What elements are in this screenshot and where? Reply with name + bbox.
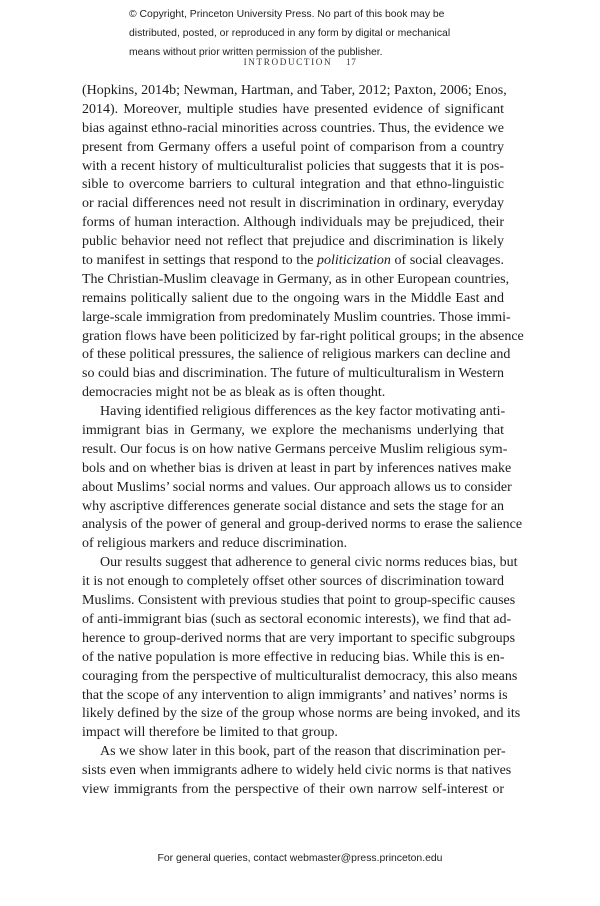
body-line: of anti-immigrant bias (such as sectoral economic interests), we find that ad- (82, 611, 512, 627)
body-line: herence to group-derived norms that are very important to specific subgroups (82, 630, 516, 646)
body-line: bias against ethno-racial minorities across countries. Thus, the evidence we (82, 120, 504, 136)
body-line: of the native population is more effective in reducing bias. While this is en- (82, 649, 505, 665)
italic-term: politicization (317, 253, 391, 269)
body-line: sible to overcome barriers to cultural integration and that ethno-linguistic (82, 177, 504, 193)
body-line: that the scope of any intervention to align immigrants’ and natives’ norms is (82, 687, 508, 703)
running-head-title: INTRODUCTION (243, 57, 333, 67)
body-line: remains politically salient due to the ongoing wars in the Middle East and (82, 290, 504, 306)
page-number: 17 (346, 57, 357, 67)
body-line: The Christian-Muslim cleavage in Germany, as in other European countries, (82, 271, 510, 287)
body-line: with a recent history of multiculturalist policies that suggests that it is pos- (82, 158, 504, 174)
body-line: likely defined by the size of the group whose norms are being invoked, and its (82, 706, 521, 722)
paragraph-first-line: Our results suggest that adherence to general civic norms reduces bias, but (100, 555, 518, 571)
body-line-with-italic (82, 252, 504, 271)
text-run: to manifest in settings that respond to the (82, 253, 318, 269)
copyright-line: © Copyright, Princeton University Press. No part of this book may be (129, 9, 445, 20)
body-line: view immigrants from the perspective of their own narrow self-interest or (82, 781, 504, 797)
body-line: or racial differences need not result in discrimination in ordinary, everyday (82, 196, 504, 212)
body-line: public behavior need not reflect that prejudice and discrimination is likely (82, 234, 504, 250)
copyright-line: distributed, posted, or reproduced in any form by digital or mechanical (129, 27, 451, 39)
body-line: sists even when immigrants adhere to widely held civic norms is that natives (82, 763, 512, 779)
body-line: (Hopkins, 2014b; Newman, Hartman, and Taber, 2012; Paxton, 2006; Enos, (82, 83, 507, 98)
body-line: it is not enough to completely offset other sources of discrimination toward (82, 574, 504, 590)
body-line: impact will therefore be limited to that group. (82, 725, 338, 741)
paragraph-first-line: As we show later in this book, part of the reason that discrimination per- (100, 744, 506, 760)
body-line: so could bias and discrimination. The future of multiculturalism in Western (82, 366, 504, 382)
body-line: present from Germany offers a useful point of comparison from a country (82, 139, 504, 155)
body-line: democracies might not be as bleak as is often thought. (82, 385, 386, 401)
body-line: forms of human interaction. Although individuals may be prejudiced, their (82, 215, 504, 231)
body-line: about Muslims’ social norms and values. Our approach allows us to consider (82, 479, 512, 495)
body-line: analysis of the power of general and group-derived norms to erase the salience (82, 517, 523, 533)
body-line: gration flows have been politicized by far-right political groups; in the absence (82, 328, 524, 344)
footer-contact: For general queries, contact webmaster@press.princeton.edu (157, 853, 443, 864)
body-line: of these political pressures, the salience of religious markers can decline and (82, 347, 511, 363)
text-run: of social cleavages. (390, 253, 505, 269)
copyright-notice (129, 6, 474, 63)
body-line: immigrant bias in Germany, we explore the mechanisms underlying that (82, 423, 504, 439)
paragraph-first-line: Having identified religious differences as the key factor motivating anti- (100, 404, 506, 420)
body-line: Muslims. Consistent with previous studies that point to group-specific causes (82, 593, 516, 609)
body-line: couraging from the perspective of multiculturalist democracy, this also means (82, 668, 518, 684)
copyright-line: means without prior written permission of the publisher. (129, 46, 383, 58)
body-line: result. Our focus is on how native Germans perceive Muslim religious sym- (82, 441, 508, 457)
body-line: of religious markers and reduce discrimination. (82, 536, 348, 552)
body-line: 2014). Moreover, multiple studies have presented evidence of significant (82, 101, 504, 117)
body-line: large-scale immigration from predominately Muslim countries. Those immi- (82, 309, 511, 325)
body-text (82, 82, 524, 800)
running-head (0, 57, 600, 67)
body-line: why ascriptive differences generate social distance and sets the stage for an (82, 498, 504, 514)
body-line: bols and on whether bias is driven at least in part by inferences natives make (82, 460, 512, 476)
